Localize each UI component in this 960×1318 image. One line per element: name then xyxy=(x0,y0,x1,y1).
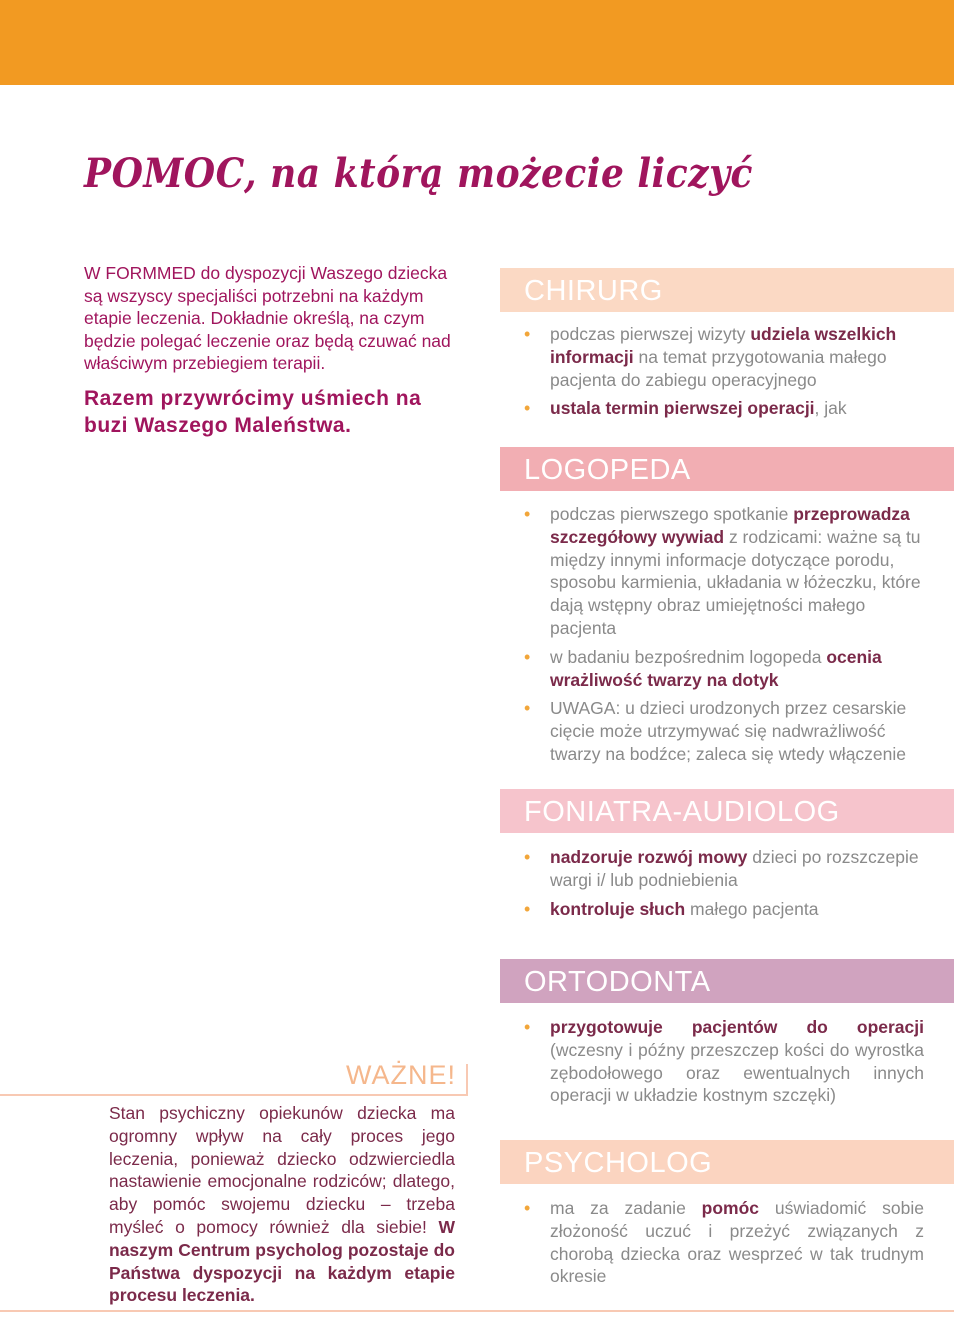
section-header-logopeda: LOGOPEDA xyxy=(500,447,954,491)
section-list-logopeda xyxy=(524,503,924,772)
section-header-psycholog: PSYCHOLOG xyxy=(500,1140,954,1184)
list-item: • przygotowuje pacjentów do operacji (wczesny i późny przeszczep kości do wyrostka zębodołowego oraz ewentualnych innych operacji w układzie kostnym szczęki) xyxy=(524,1017,924,1106)
list-item: • nadzoruje rozwój mowy dzieci po rozszczepie wargi i/ lub podniebienia xyxy=(524,847,919,890)
bullet-icon: • xyxy=(524,504,531,524)
bullet-icon: • xyxy=(524,1198,531,1218)
section-header-ortodonta: ORTODONTA xyxy=(500,959,954,1003)
section-list-chirurg xyxy=(524,323,924,426)
page-title: POMOC, na którą możecie liczyć xyxy=(84,150,753,197)
bottom-divider xyxy=(0,1310,954,1312)
list-item: • UWAGA: u dzieci urodzonych przez cesarskie cięcie może utrzymywać się nadwrażliwość twarzy na bodźce; zaleca się wtedy włączenie xyxy=(524,698,907,764)
bullet-icon: • xyxy=(524,847,531,867)
list-item: • podczas pierwszej wizyty udziela wszelkich informacji na temat przygotowania małego pacjenta do zabiegu operacyjnego xyxy=(524,324,897,390)
bullet-icon: • xyxy=(524,324,531,344)
section-header-foniatra-audiolog: FONIATRA-AUDIOLOG xyxy=(500,789,954,833)
bullet-icon: • xyxy=(524,1017,531,1037)
section-list-foniatra-audiolog xyxy=(524,846,924,926)
section-list-ortodonta xyxy=(524,1016,924,1113)
list-item: • kontroluje słuch małego pacjenta xyxy=(524,898,819,919)
important-frame-side xyxy=(466,1064,468,1096)
section-list-psycholog xyxy=(524,1197,924,1294)
top-color-band xyxy=(0,0,954,85)
list-item: • ustala termin pierwszej operacji, jak xyxy=(524,398,847,419)
important-label: WAŻNE! xyxy=(346,1060,456,1090)
bullet-icon: • xyxy=(524,698,531,719)
list-item: • w badaniu bezpośrednim logopeda ocenia wrażliwość twarzy na dotyk xyxy=(524,646,882,690)
intro-text: W FORMMED do dyspozycji Waszego dziecka są wszyscy specjaliści potrzebni na każdym etapie leczenia. Dokładnie określą, na czym będzie polegać leczenie oraz będą czuwać nad właściwym przebiegiem terapii. xyxy=(84,263,451,373)
section-header-chirurg: CHIRURG xyxy=(500,268,954,312)
bullet-icon: • xyxy=(524,646,531,667)
intro-block xyxy=(84,262,464,439)
list-item: • podczas pierwszego spotkanie przeprowadza szczegółowy wywiad z rodzicami: ważne są tu między innymi informacje dotyczące porodu, sposobu karmienia, układania w łóżeczku, które dają wstępny obraz umiejętności małego pacjenta xyxy=(524,504,921,638)
bullet-icon: • xyxy=(524,398,531,419)
bullet-icon: • xyxy=(524,898,531,919)
list-item: • ma za zadanie pomóc uświadomić sobie złożoność uczuć i przeżyć związanych z chorobą dziecka oraz wesprzeć w tak trudnym okresie xyxy=(524,1198,924,1287)
important-frame-top xyxy=(0,1094,468,1096)
important-text: Stan psychiczny opiekunów dziecka ma ogromny wpływ na cały proces jego leczenia, ponieważ dziecko odzwierciedla nastawienie emocjonalne rodziców; dlatego, aby pomóc swojemu dziecku – trzeba myśleć o pomocy również dla siebie! W naszym Centrum psycholog pozostaje do Państwa dyspozycji na każdym etapie procesu leczenia. xyxy=(109,1103,455,1306)
intro-emphasis: Razem przywrócimy uśmiech na buzi Waszego Maleństwa. xyxy=(84,386,422,437)
